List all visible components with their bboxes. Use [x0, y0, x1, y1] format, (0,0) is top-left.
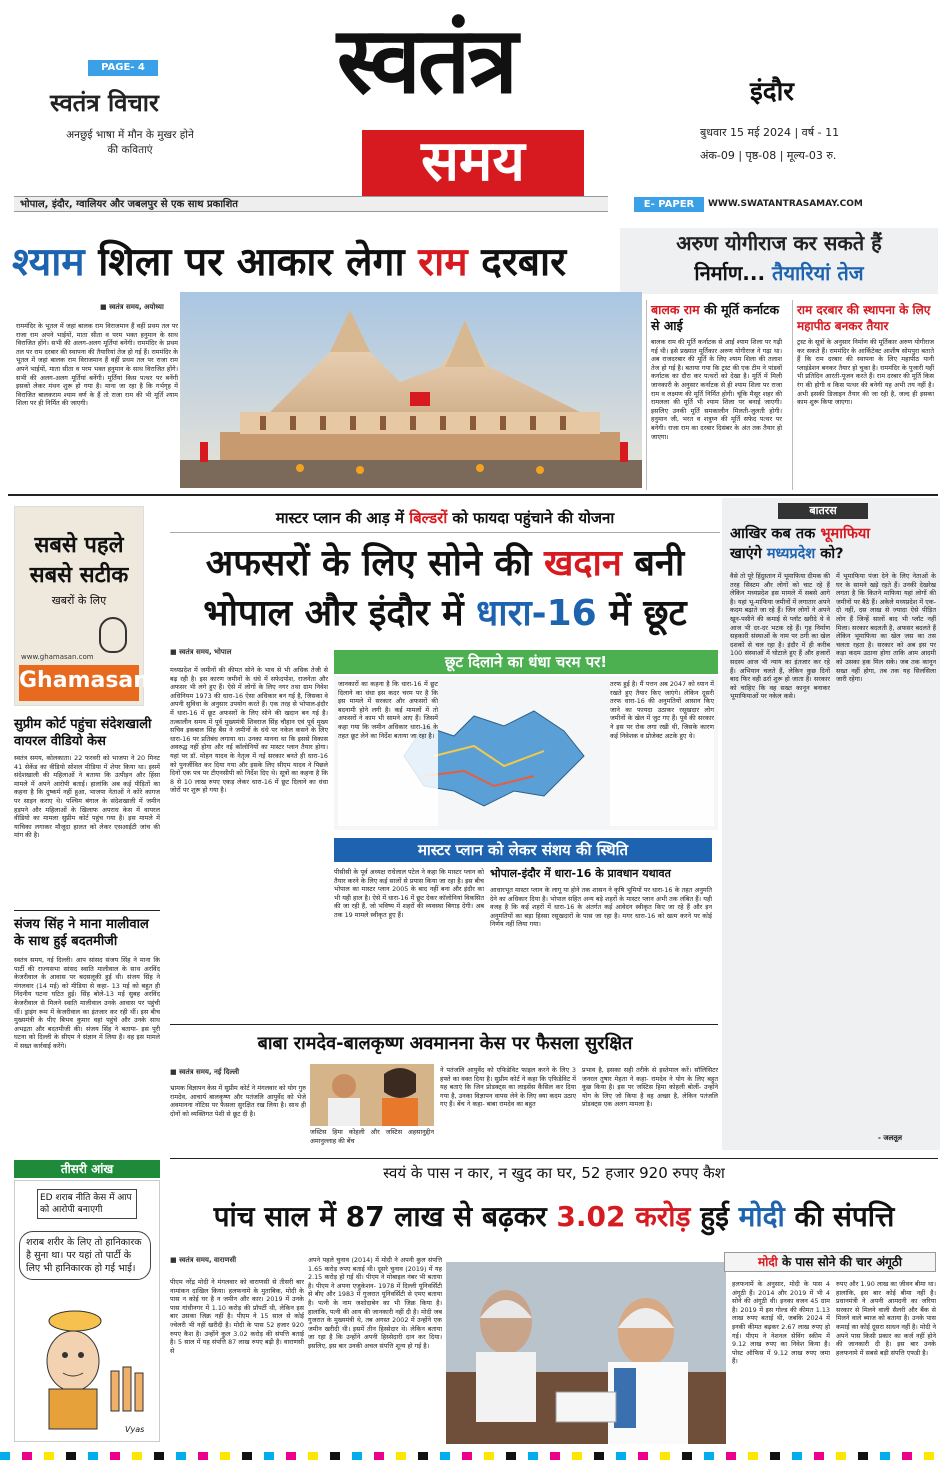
center-headline1 — [170, 540, 720, 588]
center-kicker-c: को फायदा पहुंचाने की योजना — [447, 509, 615, 527]
right-headline — [730, 524, 930, 564]
lead-side-line2 — [620, 258, 938, 288]
right-body2: में भूमाफिया पंजा देने के लिए नेताओं के घर के सामने खड़े रहते हैं। उनकी देखरेख लगता है कि कितने माफिया यहां लोगों की जमीनों पर बैठे हैं। अकेले मध्यप्रदेश में एक-दो नहीं, दस लाख से ज्यादा ऐसे पीड़ित लोग हैं जिन्हें सालों बाद भी प्लॉट नहीं मिला। सरकार बदलती है, अफसर बदलते हैं लेकिन भूमाफिया का खेल जस का तस चलता रहता है। सरकार को अब इस पर कड़ा कदम उठाना होगा ताकि आम आदमी को उसका हक मिल सके। जब तक कानून सख्त नहीं होगा, तब तक यह सिलसिला जारी रहेगा। — [836, 572, 936, 684]
lead-box1-title-a: बालक राम — [651, 302, 700, 317]
center-headline1-a: अफसरों के लिए सोने की — [205, 543, 544, 584]
center-headline2-b: धारा-16 — [476, 593, 597, 634]
map-text-left: जानकारों का कहना है कि धारा-16 में छूट दिलाने का धंधा इस कदर चरम पर है कि इस मामले में सरकार और अफसरों की बदनामी होने लगी है। कई मामलों में तो अफसरों ने काम भी सामने आए हैं। जिसमें कहा गया कि जमीन अधिकार धारा-16 के तहत छूट लेने का निर्देश बताया जा रहा है। — [338, 680, 438, 826]
right-body1: वैसे तो पूरे हिंदुस्तान में भूमाफिया दीमक की तरह सिस्टम और लोगों को चाट रहे हैं लेकिन मध्यप्रदेश इस मामले में सबसे आगे है। यहां भू-माफिया जमीनों में लगातार अपने कदम बढ़ाते जा रहे हैं। जिन लोगों ने अपने खून-पसीने की कमाई से प्लॉट खरीदे थे वे आज भी दर-दर भटक रहे हैं। गृह निर्माण सहकारी संस्थाओं के नाम पर ठगी का खेल दशकों से चल रहा है। इंदौर में ही करीब 100 संस्थाओं में घोटाले हुए हैं और हजारों सदस्य आज भी न्याय का इंतजार कर रहे हैं। अभियान चलते हैं, लेकिन कुछ दिनों बाद फिर वही ढर्रा शुरू हो जाता है। सरकार को चाहिए कि वह सख्त कानून बनाकर भूमाफियाओं पर नकेल कसे। — [730, 572, 830, 701]
divider-left1 — [14, 910, 160, 911]
ghamasan-ad[interactable] — [14, 506, 174, 706]
registration-strip — [0, 1452, 945, 1460]
ad-brand: Ghamasan — [19, 668, 149, 693]
ad-line2: सबसे सटीक — [29, 562, 129, 588]
lead-box1-title — [647, 300, 786, 336]
cartoon-figure — [15, 1301, 160, 1441]
right-head-a: आखिर कब तक — [730, 526, 821, 542]
lead-side-headline — [620, 228, 938, 294]
logo-top: स्वतंत्र — [336, 6, 516, 114]
story1-headline: सुप्रीम कोर्ट पहुंचा संदेशखाली वायरल वीडियो केस — [14, 717, 152, 749]
ram-mandir-photo — [180, 292, 642, 488]
center-headline2 — [170, 590, 720, 638]
story1-body: स्वतंत्र समय, कोलकाता। 22 फरवरी को भाजपा ने 20 मिनट 41 सेकेंड का वीडियो सोशल मीडिया में शेयर किया था। इसमें संदेशखाली की महिलाओं ने बताया कि उत्पीड़न और हिंसा मामले में अपने आरोपी बताई। हालांकि अब कई पीड़ितों का कहना है कि दुष्कर्म नहीं हुआ, भाजपा नेताओं ने कोरे कागज पर साइन कराए थे। पश्चिम बंगाल के संदेशखाली में जमीन हड़पने और महिलाओं के खिलाफ अपराध केस में वायरल वीडियो का मामला सुप्रीम कोर्ट पहुंच गया है। इस मामले में याचिका लगाकर मौजूदा हालत को लेकर एसआईटी जांच की मांग की है। — [14, 754, 160, 840]
story2-headline: संजय सिंह ने माना मालीवाल के साथ हुई बदतमीजी — [14, 917, 149, 949]
divider-lead — [8, 494, 938, 496]
ad-line3: खबरों के लिए — [51, 594, 107, 607]
publish-strip: भोपाल, इंदौर, ग्वालियर और जबलपुर से एक साथ प्रकाशित — [14, 196, 608, 212]
center-kicker-b: बिल्डरों — [409, 509, 448, 527]
ad-brand-suffix: .com — [148, 685, 174, 696]
issue-line: अंक-09 | पृष्ठ-08 | मूल्य-03 रु. — [700, 149, 837, 162]
center-kicker — [170, 508, 720, 533]
prov-text: आधारभूत मास्टर प्लान के लागू या होने तक शासन ने कृषि भूमियों पर धारा-16 के तहत अनुमति देने का अधिकार दिया है। भोपाल सहित अन्य बड़े शहरों के मास्टर प्लान अभी तक लंबित हैं। यही वजह है कि कई शहरों में धारा-16 के अंतर्गत कई आवेदन स्वीकृत किए जा रहे हैं और इन अनुमतियों का बड़ा हिस्सा रसूखदारों के पास जा रहा है। मगर धारा-16 को खत्म करने पर कोई निर्णय नहीं लिया गया। — [490, 886, 712, 929]
right-head-d: मध्यप्रदेश — [766, 546, 816, 562]
divider-ramdev — [170, 1024, 718, 1025]
modi-headline-c: हुई — [690, 1200, 739, 1233]
modi-headline-a: पांच साल में 87 लाख से बढ़कर — [213, 1200, 557, 1233]
story2-body: स्वतंत्र समय, नई दिल्ली। आप सांसद संजय सिंह ने माना कि पार्टी की राज्यसभा सांसद स्वाति मालीवाल के साथ अरविंद केजरीवाल के आवास पर बदसलूकी हुई थी। संजय सिंह ने मंगलवार (14 मई) को मीडिया से कहा- 13 मई को बहुत ही निंदनीय घटना घटित हुई। सिंह बोले-13 मई सुबह अरविंद केजरीवाल से मिलने स्वाति मालीवाल उनके आवास पर पहुंची थीं। ड्राइंग रूम में केजरीवाल का इंतजार कर रही थीं। इस बीच मुख्यमंत्री के पीए बिभव कुमार वहां पहुंचे और उनके साथ अभद्रता और बदतमीजी की। संजय सिंह ने बताया- इस पूरी घटना को दिल्ली के सीएम ने संज्ञान में लिया है। वह इस मामले में सख्त कार्रवाई करेंगे। — [14, 956, 160, 1050]
center-headline1-b: खदान — [543, 543, 622, 584]
ramdev-byline-text: स्वतंत्र समय, नई दिल्ली — [179, 1068, 240, 1076]
lead-box1 — [646, 300, 786, 490]
ramdev-photo — [310, 1064, 434, 1126]
lead-headline-word1: श्याम — [12, 240, 85, 285]
lead-side-line2a: निर्माण... — [694, 261, 773, 285]
lead-byline: ■ स्वतंत्र समय, अयोध्या — [100, 303, 164, 311]
ramdev-body1: भ्रामक विज्ञापन केस में सुप्रीम कोर्ट ने मंगलवार को योग गुरु रामदेव, आचार्य बालकृष्ण और पतंजलि आयुर्वेद को भेजे अवमानना नोटिस पर फैसला सुरक्षित रख लिया है। साथ ही दोनों को व्यक्तिगत पेशी से छूट दी है। — [170, 1084, 306, 1118]
prov-head: भोपाल-इंदौर में धारा-16 के प्रावधान यथावत — [490, 867, 671, 880]
ad-line1: सबसे पहले — [34, 532, 124, 558]
modi-body1: पीएम नरेंद्र मोदी ने मंगलवार को वाराणसी से तीसरी बार नामांकन दाखिल किया। हलफनामे के मुताबिक, मोदी के पास न कोई घर है न जमीन और कार। 2019 में उनके पास गांधीनगर में 1.10 करोड़ की प्रॉपर्टी थी, लेकिन इस बार उसका जिक्र नहीं है। पीएम ने 15 साल से कोई ज्वेलरी भी नहीं खरीदी है। मोदी के पास 52 हजार 920 रुपए कैश है। उन्होंने कुल 3.02 करोड़ की संपत्ति बताई है। 5 साल में यह संपत्ति 87 लाख रुपए बढ़ी है। वाराणसी से — [170, 1278, 304, 1355]
lead-side-line1: अरुण योगीराज कर सकते हैं — [676, 231, 882, 255]
logo-bottom: समय — [421, 128, 525, 194]
ramdev-body2: ने पतंजलि आयुर्वेद को एफिडेविट फाइल करने के लिए 3 हफ्ते का वक्त दिया है। सुप्रीम कोर्ट ने कहा कि एफिडेविट में यह बताएं कि जिन प्रोडक्ट्स का लाइसेंस कैंसिल कर दिया गया है, उनका विज्ञापन वापस लेने के लिए क्या कदम उठाए गए हैं। बेंच ने कहा- बाबा रामदेव का बहुत — [440, 1066, 576, 1109]
epaper-label[interactable]: E- PAPER — [634, 197, 704, 212]
modi-gold-tag — [724, 1252, 936, 1272]
center-headline2-a: भोपाल और इंदौर में — [203, 593, 477, 634]
divider-modi — [170, 1158, 938, 1159]
modi-gold-tag-b: के पास सोने की चार अंगूठी — [777, 1255, 902, 1269]
modi-right-text1: हलफनामें के अनुसार, मोदी के पास 4 अंगूठी हैं। 2014 और 2019 में भी 4 सोने की अंगूठी थी। इनका वजन 45 ग्राम है। 2019 में इस गोल्ड की कीमत 1.13 लाख रुपए बताई थी, जबकि 2024 में इनकी कीमत बढ़कर 2.67 लाख रुपए हो गई। पीएम ने नेशनल सेविंग स्कीम में 9.12 लाख रुपए का निवेश किया है। पोस्ट ऑफिस में 9.12 लाख रुपए जमा हैं। — [732, 1280, 830, 1366]
lead-box1-title-b: की मूर्ति कर्नाटक से आई — [651, 302, 780, 333]
modi-right-text2: रुपए और 1.90 लाख का जीवन बीमा था। हालांकि, इस बार कोई बीमा नहीं है। प्रधानमंत्री ने अपनी आमदनी का जरिया सरकार से मिलने वाली सैलरी और बैंक से मिलने वाले ब्याज को बताया है। उनके पास कमाई का कोई दूसरा साधन नहीं है। मोदी ने अपने पास किसी प्रकार का कर्ज नहीं होने की जानकारी दी है। इस बार उनके हलफनामे में सबसे बड़ी संपत्ति एफडी है। — [836, 1280, 936, 1357]
cartoon-header: तीसरी आंख — [14, 1160, 160, 1178]
box-text: पीसीसी के पूर्व अध्यक्ष राधेलाल पटेल ने कहा कि मास्टर प्लान को तैयार करने के लिए कई सालों से प्रयास किया जा रहा है। इस बीच भोपाल का मास्टर प्लान 2005 के बाद नहीं बना और इंदौर का भी यही हाल है। ऐसे में धारा-16 में छूट देकर कॉलोनियां विकसित की जा रही हैं, जो भविष्य में शहरों की व्यवस्था बिगाड़ देंगी। अब तक 19 मामले स्वीकृत हुए हैं। — [334, 868, 484, 919]
lead-side-line2b: तैयारियां तेज — [772, 261, 864, 285]
mouse-icon — [99, 617, 127, 653]
lead-box2-body: ट्रस्ट के सूत्रों के अनुसार निर्माण की मूर्तिकार अरुण योगीराज कर सकते हैं। राममंदिर के आर्किटेक्ट आशीष सोमपुरा बताते हैं कि राम दरबार की स्थापना के लिए महापीठ यानी प्लाइंडेशन बनकर तैयार हो चुका है। राममंदिर के पुजारी यहीं भी प्रतिदिन आरती-पूजन करते हैं। राम दरबार की मूर्ति किस रंग की होगी व किस पत्थर की बनेगी यह अभी तय नहीं है। अभी इसकी डिजाइन तैयार की जा रही है, जल्द ही इसका काम शुरू किया जाएगा। — [797, 338, 934, 407]
modi-gold-tag-a: मोदी — [758, 1255, 778, 1269]
lead-body: राममंदिर के भूतल में जहां बालक राम विराजमान हैं वहीं प्रथम तल पर राजा राम अपने भाईयों, माता सीता व परम भक्त हनुमान के साथ विराजित होंगे। सभी की अलग-अलग मूर्तियां बनेंगी। राममंदिर के प्रथम तल पर राम दरबार की स्थापना की तैयारियां तेज हो गई हैं। राममंदिर के भूतल में जहां बालक राम विराजमान हैं वहीं प्रथम तल पर राजा राम अपने भाईयों, माता सीता व परम भक्त हनुमान के साथ विराजित होंगे। सभी की अलग-अलग मूर्तियां बनेंगी। मूर्तियां किस पत्थर पर बनेंगी इसको लेकर मंथन शुरू हो गया है। माना जा रहा है कि गर्भगृह में विराजित बालकराम श्याम वर्ण के हैं तो राजा राम की भी मूर्ति श्याम शिला पर ही निर्मित की जाएगी। — [16, 322, 178, 408]
ad-brand-box — [19, 665, 174, 701]
modi-headline — [170, 1196, 938, 1238]
right-signature: - जलतूल — [878, 1134, 903, 1142]
cartoon-caption: ED शराब नीति केस में आप को आरोपी बनाएगी — [37, 1189, 137, 1219]
lead-headline-word2: शिला पर आकार लेगा — [84, 240, 419, 285]
modi-headline-d: मोदी — [738, 1200, 785, 1233]
ramdev-body3: प्रभाव है, इसका सही तरीके से इस्तेमाल करें। सॉलिसिटर जनरल तुषार मेहता ने कहा- रामदेव ने योग के लिए बहुत कुछ किया है। इस पर जस्टिस हिमा कोहली बोलीं- उन्होंने योग के लिए जो किया है वह अच्छा है, लेकिन पतंजलि प्रोडक्ट्स एक अलग मामला है। — [582, 1066, 718, 1109]
center-kicker-a: मास्टर प्लान की आड़ में — [275, 509, 410, 527]
lead-headline-word3: राम — [418, 240, 468, 285]
edition-city: इंदौर — [750, 77, 794, 107]
cartoon-signature: Vyas — [125, 1425, 145, 1434]
lead-byline-text: स्वतंत्र समय, अयोध्या — [109, 303, 164, 311]
lead-box2-title: राम दरबार की स्थापना के लिए महापीठ बनकर तैयार — [797, 303, 931, 333]
right-head-c: खाएंगे — [730, 546, 767, 562]
date-line: बुधवार 15 मई 2024 | वर्ष - 11 — [700, 126, 840, 139]
page-label: PAGE- 4 — [88, 60, 158, 76]
section-tagline: अनछुई भाषा में मौन के मुखर होने की कविताएं — [66, 129, 194, 156]
lead-box2 — [792, 300, 938, 490]
center-headline1-c: बनी — [621, 543, 685, 584]
section-title: स्वतंत्र विचार — [50, 88, 159, 117]
ramdev-photo-caption: जस्टिस हिमा कोहली और जस्टिस अहसानुद्दीन अमानुल्लाह की बेंच — [310, 1128, 434, 1145]
right-tag: बातरस — [778, 503, 868, 519]
modi-body2: अपने पहले चुनाव (2014) में मोदी ने अपनी कुल संपत्ति 1.65 करोड़ रुपए बताई थी। दूसरे चुनाव (2019) में यह 2.15 करोड़ हो गई थी। पीएम ने मोबाइल नंबर भी बताया है। पीएम ने अपना एजुकेशन- 1978 में दिल्ली यूनिवर्सिटी से बीए और 1983 में गुजरात यूनिवर्सिटी से एमए बताया है। पत्नी के नाम जशोदाबेन का भी जिक्र किया है। हालांकि, पत्नी की आय की जानकारी नहीं दी है। मोदी जब गुजरात के मुख्यमंत्री थे, तब अगस्त 2002 में उन्होंने एक जमीन खरीदी थी। इसमें तीन हिस्सेदार थे। लेकिन बताया जा रहा है कि उन्होंने अपनी हिस्सेदारी दान कर दिया। इसलिए, इस बार उनकी अचल संपत्ति शून्य हो गई है। — [308, 1256, 442, 1350]
lead-headline — [12, 236, 622, 290]
modi-byline-text: स्वतंत्र समय, वाराणसी — [179, 1256, 237, 1264]
cartoon-panel — [14, 1180, 160, 1442]
modi-headline-b: 3.02 करोड़ — [556, 1200, 691, 1233]
modi-photo — [446, 1262, 726, 1444]
right-head-b: भूमाफिया — [820, 526, 871, 542]
lead-headline-word4: दरबार — [467, 240, 567, 285]
modi-kicker: स्वयं के पास न कार, न खुद का घर, 52 हजार 920 रुपए कैश — [383, 1164, 725, 1182]
center-body: मध्यप्रदेश में जमीनों की कीमत सोने के भाव से भी अधिक तेजी से बढ़ रही है। इस कारण जमीनों के धंधे में सफेदपोश, राजनेता और अफसर भी लगे हुए हैं। ऐसे में लोगों के लिए नगर तथा ग्राम निवेश अधिनियम 1973 की धारा-16 ऐसा अधिकार बन गई है, जिसका वे अपनी सुविधा के अनुसार उपयोग करते हैं। एक तरह से भोपाल-इंदौर में धारा-16 में छूट अफसरों के लिए सोने की खदान बन गई है। तत्कालीन समय में पूर्व मुख्यमंत्री शिवराज सिंह चौहान एवं पूर्व मुख्य सचिव इकबाल सिंह बैंस ने जमीनों के धंधे पर नकेल कसने के लिए धारा-16 पर प्रतिबंध लगाया था। उनका मानना था कि इससे विकास अवरुद्ध नहीं होगा और नई कॉलोनियों का मास्टर प्लान तैयार होगा। यहां पर डॉ. मोहन यादव के नेतृत्व में नई सरकार बनते ही धारा-16 को पुनर्जीवित कर दिया गया और इसके लिए सीएम यादव ने पिछले दिनों एक पत्र पर टीएनसीपी को निर्देश दिए थे। सूत्रों का कहना है कि 8 से 10 लाख रुपए एकड़ लेकर धारा-16 में छूट दिलाने का धंधा जोरों पर शुरू हो गया है। — [170, 666, 328, 795]
lead-box1-body: बालक राम की मूर्ति कर्नाटक से आई श्याम शिला पर गढ़ी गई थी। इसे प्रख्यात मूर्तिकार अरुण योगीराज ने गढ़ा था। अब राजदरबार की मूर्ति के लिए श्याम शिला की तलाश तेज हो गई है। बताया गया कि ट्रस्ट की एक टीम ने पांडवों कर्नाटक का दौरा कर पत्थरों को देखा है। मूर्ति में मिली जानकारी के अनुसार कर्नाटक से ही श्याम शिला पर राजा राम व लक्ष्मण की मूर्ति निर्मित होगी। चूंकि मैसूर शहर की रामलला की मूर्ति भी श्याम शिला पर बनाई जाएगी। इसलिए उनकी मूर्ति समकालीन मिलती-जुलती होगी। हनुमान जी, भरत व शत्रुघ्न की मूर्ति सफेद पत्थर पर बनेगी। राजा राम का दरबार दिसंबर के अंत तक तैयार हो जाएगा। — [651, 338, 782, 441]
map-panel — [334, 676, 718, 830]
ramdev-headline: बाबा रामदेव-बालकृष्ण अवमानना केस पर फैसला सुरक्षित — [257, 1033, 633, 1054]
map-text-right: तरफ हुई है। मैं पत्तन अब 2047 को ध्यान में रखते हुए तैयार किए जाएंगे। लेकिन दूसरी तरफ धारा-16 की अनुमतियों आसान किए जाने का फायदा उठाकर रसूखदार लोग जमीनों के खेल में जुट गए हैं। पूर्व की सरकार ने इस पर रोक लगा रखी थी, जिसके कारण कई निवेशक व प्रोजेक्ट अटके हुए थे। — [610, 680, 714, 826]
cartoon-bubble: शराब शरीर के लिए तो हानिकारक है सुना था। पर यहां तो पार्टी के लिए भी हानिकारक हो गई भाई। — [19, 1231, 151, 1280]
box-banner: मास्टर प्लान को लेकर संशय की स्थिति — [334, 838, 712, 862]
center-byline: ■ स्वतंत्र समय, भोपाल — [170, 648, 232, 656]
website-link[interactable]: WWW.SWATANTRASAMAY.COM — [708, 199, 863, 209]
ad-url: www.ghamasan.com — [21, 653, 94, 661]
right-head-e: को? — [815, 546, 844, 562]
center-byline-text: स्वतंत्र समय, भोपाल — [179, 648, 232, 656]
map-banner: छूट दिलाने का धंधा चरम पर! — [334, 650, 718, 674]
ramdev-byline: ■ स्वतंत्र समय, नई दिल्ली — [170, 1068, 240, 1076]
modi-byline: ■ स्वतंत्र समय, वाराणसी — [170, 1256, 237, 1264]
center-headline2-c: में छूट — [596, 593, 687, 634]
modi-headline-e: की संपत्ति — [784, 1200, 895, 1233]
